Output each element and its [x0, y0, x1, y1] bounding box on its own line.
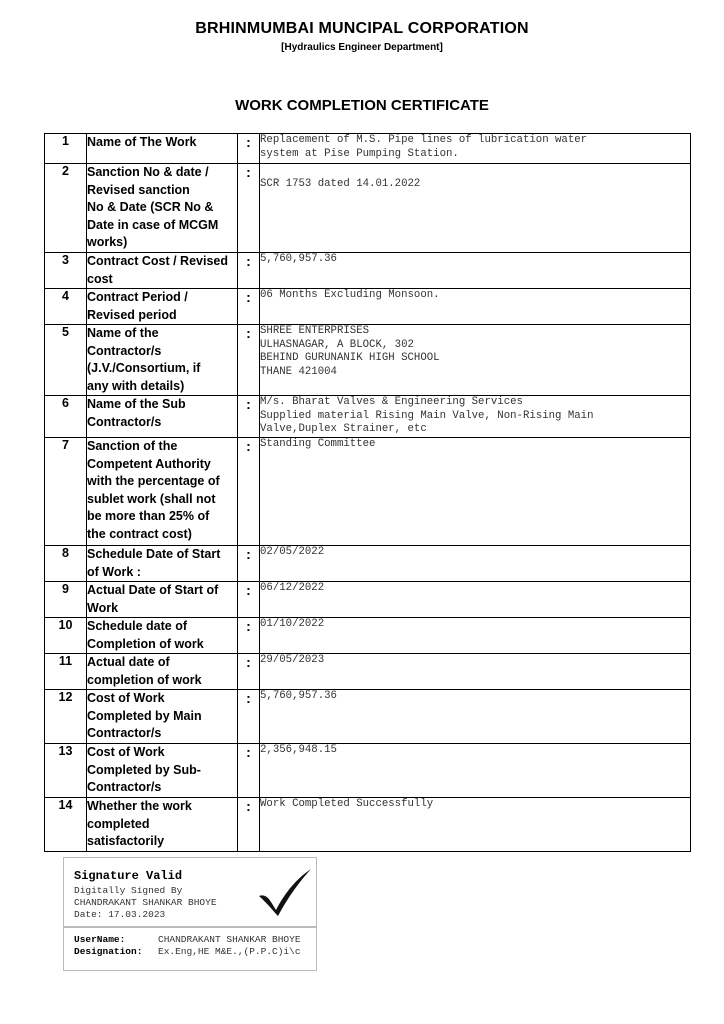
table-row: [45, 289, 691, 325]
row-separator: :: [238, 582, 260, 618]
signed-by-label: Digitally Signed By: [74, 885, 183, 896]
certificate-table: [44, 133, 691, 852]
row-value: [260, 654, 691, 690]
row-separator: :: [238, 618, 260, 654]
row-value: [260, 289, 691, 325]
row-label-line: Actual Date of Start of: [87, 583, 219, 597]
row-label-line: Contractor/s: [87, 726, 162, 740]
row-number: 3: [45, 253, 87, 289]
row-value: [260, 396, 691, 438]
row-label-line: Contractor/s: [87, 343, 162, 358]
row-value-line: BEHIND GURUNANIK HIGH SCHOOL: [260, 352, 440, 364]
table-row: [45, 396, 691, 438]
row-label: [87, 134, 238, 164]
row-label-line: Actual date of: [87, 655, 170, 669]
row-separator: :: [238, 253, 260, 289]
digital-signature-box: [63, 857, 317, 927]
signer-name: CHANDRAKANT SHANKAR BHOYE: [74, 897, 217, 908]
row-label-line: any with details): [87, 378, 185, 393]
row-label: [87, 325, 238, 396]
row-value: [260, 690, 691, 744]
checkmark-icon: [256, 866, 314, 918]
row-value-line: M/s. Bharat Valves & Engineering Services: [260, 396, 523, 408]
row-label-line: Schedule date of: [87, 619, 188, 633]
row-label: [87, 546, 238, 582]
row-label-line: Cost of Work: [87, 745, 165, 759]
row-separator: :: [238, 798, 260, 852]
row-separator: :: [238, 396, 260, 438]
username-value: CHANDRAKANT SHANKAR BHOYE: [158, 934, 301, 945]
row-value: [260, 744, 691, 798]
row-label-line: Completion of work: [87, 636, 204, 651]
row-label-line: sublet work (shall not: [87, 491, 216, 506]
table-row: [45, 164, 691, 253]
table-row: [45, 134, 691, 164]
row-number: 11: [45, 654, 87, 690]
row-label: [87, 654, 238, 690]
signature-date: Date: 17.03.2023: [74, 909, 166, 920]
row-value-line: 02/05/2022: [260, 546, 325, 558]
row-label-line: be more than 25% of: [87, 509, 210, 523]
table-row: [45, 582, 691, 618]
row-value-line: THANE 421004: [260, 365, 337, 378]
row-value-line: 06 Months Excluding Monsoon.: [260, 289, 440, 301]
row-label: [87, 438, 238, 546]
row-label-line: works): [87, 235, 128, 249]
row-label-line: Contract Cost / Revised: [87, 254, 229, 268]
row-label-line: Sanction No & date /: [87, 165, 209, 179]
row-label: [87, 744, 238, 798]
table-row: [45, 253, 691, 289]
row-label-line: of Work :: [87, 564, 141, 579]
row-value-line: Replacement of M.S. Pipe lines of lubrication water: [260, 134, 588, 146]
row-value-line: system at Pise Pumping Station.: [260, 147, 459, 160]
row-label-line: completed: [87, 816, 150, 831]
username-row: [74, 934, 301, 945]
row-value-line: Valve,Duplex Strainer, etc: [260, 423, 427, 435]
row-number: 14: [45, 798, 87, 852]
row-number: 6: [45, 396, 87, 438]
row-separator: :: [238, 325, 260, 396]
row-separator: :: [238, 164, 260, 253]
row-label-line: Sanction of the: [87, 439, 178, 453]
row-separator: :: [238, 744, 260, 798]
row-value-line: 01/10/2022: [260, 618, 325, 630]
table-row: [45, 654, 691, 690]
username-label: UserName:: [74, 934, 126, 945]
row-label-line: Competent Authority: [87, 456, 211, 471]
row-value: [260, 164, 691, 253]
row-label-line: with the percentage of: [87, 474, 220, 488]
table-row: [45, 618, 691, 654]
row-label-line: Schedule Date of Start: [87, 547, 221, 561]
row-label-line: Cost of Work: [87, 691, 165, 705]
row-value-line: 2,356,948.15: [260, 744, 337, 756]
row-separator: :: [238, 654, 260, 690]
department-subtitle: [Hydraulics Engineer Department]: [281, 42, 443, 53]
row-number: 9: [45, 582, 87, 618]
organization-title: BRHINMUMBAI MUNCIPAL CORPORATION: [195, 20, 529, 37]
designation-value: Ex.Eng,HE M&E.,(P.P.C)i\c: [158, 946, 301, 957]
row-label-line: Completed by Main: [87, 708, 202, 723]
row-value-line: 29/05/2023: [260, 654, 325, 666]
row-value-line: Work Completed Successfully: [260, 798, 434, 810]
designation-label: Designation:: [74, 946, 143, 957]
row-label-line: Completed by Sub-: [87, 762, 201, 777]
row-value: [260, 325, 691, 396]
row-number: 8: [45, 546, 87, 582]
row-number: 10: [45, 618, 87, 654]
row-value: [260, 582, 691, 618]
row-label: [87, 253, 238, 289]
row-value-line: Supplied material Rising Main Valve, Non-Rising Main: [260, 409, 594, 422]
row-number: 1: [45, 134, 87, 164]
user-info-box: [63, 927, 317, 971]
row-label-line: cost: [87, 271, 113, 286]
row-label-line: Contractor/s: [87, 780, 162, 794]
row-label-line: completion of work: [87, 672, 202, 687]
row-value-line: Standing Committee: [260, 438, 376, 450]
row-label-line: satisfactorily: [87, 834, 165, 848]
designation-row: [74, 946, 301, 957]
row-value: [260, 438, 691, 546]
row-value: [260, 546, 691, 582]
row-number: 12: [45, 690, 87, 744]
row-label-line: Whether the work: [87, 799, 192, 813]
row-label: [87, 582, 238, 618]
row-label-line: Revised sanction: [87, 182, 190, 197]
row-number: 4: [45, 289, 87, 325]
row-label: [87, 690, 238, 744]
row-label: [87, 164, 238, 253]
row-label-line: Contractor/s: [87, 414, 162, 429]
row-label: [87, 289, 238, 325]
row-separator: :: [238, 546, 260, 582]
row-label-line: the contract cost): [87, 526, 192, 541]
row-separator: :: [238, 289, 260, 325]
table-row: [45, 546, 691, 582]
row-separator: :: [238, 134, 260, 164]
row-value-line: SHREE ENTERPRISES: [260, 325, 370, 337]
row-separator: :: [238, 690, 260, 744]
table-row: [45, 325, 691, 396]
row-value-line: ULHASNAGAR, A BLOCK, 302: [260, 338, 414, 351]
row-number: 7: [45, 438, 87, 546]
table-row: [45, 798, 691, 852]
row-label-line: Name of The Work: [87, 135, 197, 149]
row-number: 5: [45, 325, 87, 396]
row-label-line: Name of the: [87, 326, 159, 340]
row-label-line: Revised period: [87, 307, 177, 322]
row-label-line: Contract Period /: [87, 290, 188, 304]
certificate-title: WORK COMPLETION CERTIFICATE: [235, 97, 489, 114]
table-row: [45, 744, 691, 798]
row-label: [87, 798, 238, 852]
row-label-line: Date in case of MCGM: [87, 217, 219, 232]
row-number: 13: [45, 744, 87, 798]
row-value: [260, 798, 691, 852]
row-value-line: 5,760,957.36: [260, 690, 337, 702]
row-value: [260, 618, 691, 654]
row-value-line: 06/12/2022: [260, 582, 325, 594]
row-label-line: (J.V./Consortium, if: [87, 361, 201, 375]
table-row: [45, 438, 691, 546]
row-label-line: No & Date (SCR No &: [87, 200, 214, 214]
row-value-line: SCR 1753 dated 14.01.2022: [260, 177, 421, 190]
row-value-line: 5,760,957.36: [260, 253, 337, 265]
row-value: [260, 134, 691, 164]
signature-status: Signature Valid: [74, 869, 183, 883]
row-value: [260, 253, 691, 289]
row-label: [87, 396, 238, 438]
row-value-line: [260, 164, 690, 178]
row-label-line: Work: [87, 600, 119, 615]
table-row: [45, 690, 691, 744]
row-label-line: Name of the Sub: [87, 397, 186, 411]
row-label: [87, 618, 238, 654]
row-number: 2: [45, 164, 87, 253]
row-separator: :: [238, 438, 260, 546]
